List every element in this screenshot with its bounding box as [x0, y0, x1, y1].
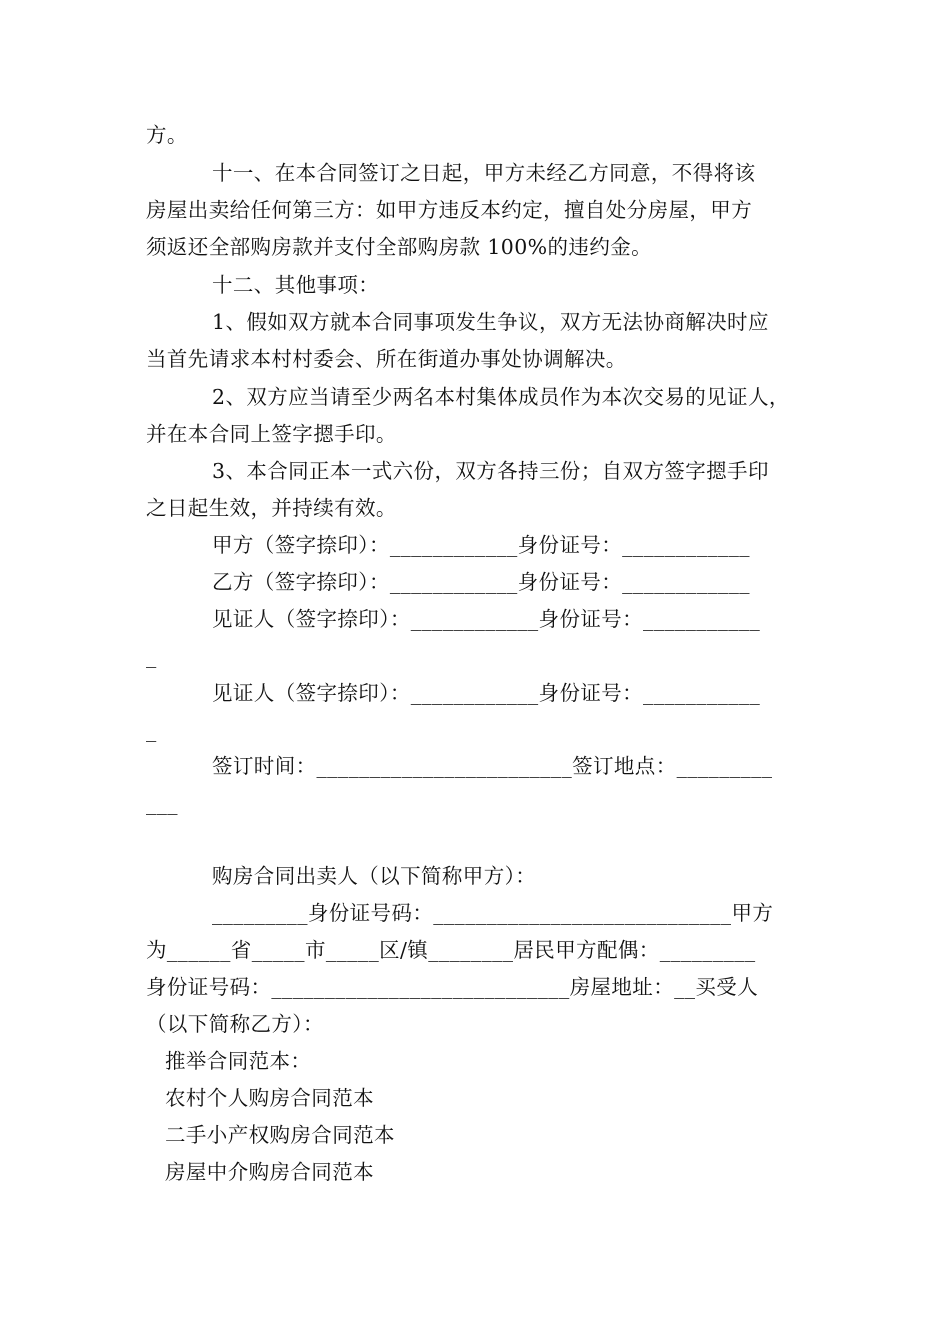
signature-witness-1-overflow: _ — [146, 644, 157, 668]
clause-11-line: 十一、在本合同签订之日起，甲方未经乙方同意，不得将该 — [212, 161, 756, 185]
recommend-link-agency[interactable]: 房屋中介购房合同范本 — [165, 1160, 374, 1184]
paragraph-line: 之日起生效，并持续有效。 — [146, 496, 397, 520]
signing-place-overflow: ___ — [146, 791, 178, 815]
recommend-link-rural[interactable]: 农村个人购房合同范本 — [165, 1086, 374, 1110]
clause-12-heading: 十二、其他事项： — [212, 273, 380, 297]
seller-id-line: _________身份证号码：____________________________甲方 — [212, 901, 774, 925]
recommend-heading: 推举合同范本： — [165, 1049, 312, 1073]
paragraph-line: 方。 — [146, 123, 188, 147]
paragraph-line: 须返还全部购房款并支付全部购房款 100%的违约金。 — [146, 235, 653, 259]
clause-12-item-3: 3、本合同正本一式六份，双方各持三份；自双方签字摁手印 — [212, 459, 769, 483]
seller-residence-line: 为______省_____市_____区/镇________居民甲方配偶：_________ — [146, 938, 756, 962]
signature-witness-2-overflow: _ — [146, 718, 157, 742]
house-address-line: 身份证号码：____________________________房屋地址：__买受人 — [146, 975, 759, 999]
signature-party-a: 甲方（签字捺印）：____________身份证号：____________ — [212, 533, 750, 557]
signature-witness-1: 见证人（签字捺印）：____________身份证号：___________ — [212, 607, 761, 631]
signature-witness-2: 见证人（签字捺印）：____________身份证号：___________ — [212, 681, 761, 705]
paragraph-line: 当首先请求本村村委会、所在街道办事处协调解决。 — [146, 347, 627, 371]
recommend-link-second-hand[interactable]: 二手小产权购房合同范本 — [165, 1123, 395, 1147]
clause-12-item-2: 2、双方应当请至少两名本村集体成员作为本次交易的见证人， — [212, 385, 790, 409]
paragraph-line: 房屋出卖给任何第三方：如甲方违反本约定，擅自处分房屋，甲方 — [146, 198, 753, 222]
signature-party-b: 乙方（签字捺印）：____________身份证号：____________ — [212, 570, 750, 594]
buyer-heading: （以下简称乙方）： — [146, 1012, 324, 1036]
signing-time-place: 签订时间：________________________签订地点：_________ — [212, 754, 773, 778]
seller-heading: 购房合同出卖人（以下简称甲方）： — [212, 864, 537, 888]
paragraph-line: 并在本合同上签字摁手印。 — [146, 422, 397, 446]
clause-12-item-1: 1、假如双方就本合同事项发生争议，双方无法协商解决时应 — [212, 310, 769, 334]
